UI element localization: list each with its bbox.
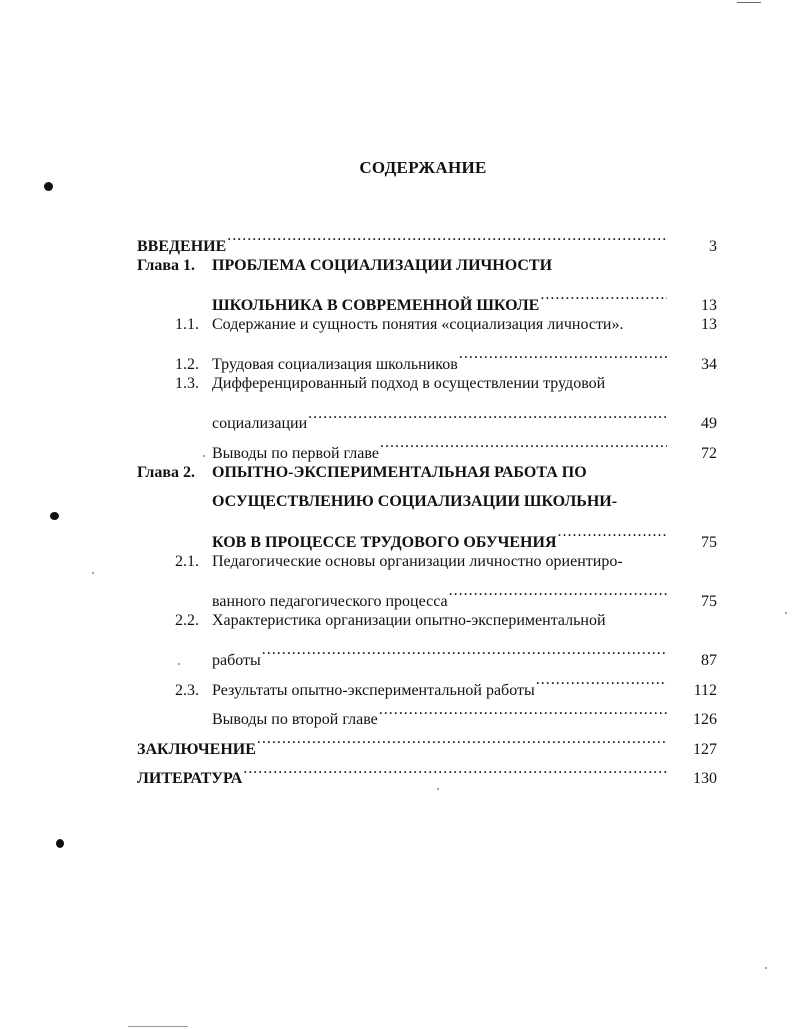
table-of-contents [137, 221, 717, 788]
chapter-number: Глава 2. [137, 463, 195, 481]
toc-section-2-1-cont[interactable] [137, 576, 717, 610]
chapter-number: Глава 1. [137, 256, 195, 274]
toc-page-number: 3 [709, 237, 717, 255]
section-number: 1.3. [175, 374, 199, 392]
dot-leader [536, 665, 667, 695]
scan-speck [437, 788, 439, 790]
scan-speck [765, 967, 767, 969]
section-title: социализации [212, 415, 308, 433]
chapter-title-line: ОПЫТНО-ЭКСПЕРИМЕНТАЛЬНАЯ РАБОТА ПО [212, 463, 587, 481]
toc-page-number: 13 [701, 296, 717, 314]
scan-edge-bottom [128, 1026, 188, 1027]
toc-section-1-3[interactable] [137, 369, 717, 399]
dot-leader [243, 754, 667, 784]
section-number: 2.2. [175, 611, 199, 629]
binder-hole-mark [56, 839, 64, 848]
scan-speck [785, 612, 787, 614]
toc-section-1-3-cont[interactable] [137, 399, 717, 433]
section-title: работы [212, 651, 261, 669]
page-title: СОДЕРЖАНИЕ [359, 158, 487, 177]
toc-chapter-1-heading-cont[interactable] [137, 280, 717, 314]
section-title: Характеристика организации опытно-экспериментальной [212, 611, 606, 629]
section-number: 2.3. [175, 681, 199, 699]
section-title: Содержание и сущность понятия «социализация личности». [212, 315, 624, 333]
toc-section-2-2-cont[interactable] [137, 635, 717, 669]
chapter-title-line: ПРОБЛЕМА СОЦИАЛИЗАЦИИ ЛИЧНОСТИ [212, 256, 553, 274]
toc-entry-label: ВВЕДЕНИЕ [137, 237, 227, 255]
dot-leader [262, 635, 667, 665]
toc-page-number: 112 [693, 681, 717, 699]
section-title: Дифференцированный подход в осуществлении трудовой [212, 374, 606, 392]
conclusion-title: Выводы по второй главе [212, 711, 378, 729]
section-title: ванного педагогического процесса [212, 592, 448, 610]
dot-leader [227, 221, 667, 251]
section-title: Педагогические основы организации личностно ориентиро- [212, 552, 623, 570]
toc-page-number: 126 [693, 711, 717, 729]
toc-section-2-1[interactable] [137, 547, 717, 577]
toc-section-2-2[interactable] [137, 606, 717, 636]
toc-entry-label: ЛИТЕРАТУРА [137, 770, 243, 788]
scan-edge-top [737, 2, 761, 3]
toc-chapter-1-heading[interactable] [137, 251, 717, 281]
chapter-title-line: ОСУЩЕСТВЛЕНИЮ СОЦИАЛИЗАЦИИ ШКОЛЬНИ- [212, 493, 618, 511]
toc-page-number: 75 [701, 533, 717, 551]
dot-leader [379, 695, 667, 725]
section-title: Результаты опытно-экспериментальной работы [212, 681, 535, 699]
section-number: 1.1. [175, 315, 199, 333]
toc-page-number: 75 [701, 592, 717, 610]
toc-section-1-1[interactable] [137, 310, 717, 340]
toc-page-number: 130 [693, 770, 717, 788]
toc-page-number: 127 [693, 740, 717, 758]
dot-leader [558, 517, 668, 547]
scan-speck [92, 572, 94, 574]
toc-chapter-2-heading-cont[interactable] [137, 487, 717, 517]
toc-entry-intro[interactable] [137, 221, 717, 255]
toc-page-number: 87 [701, 651, 717, 669]
dot-leader [459, 339, 667, 369]
conclusion-title: Выводы по первой главе [212, 444, 379, 462]
toc-entry-label: ЗАКЛЮЧЕНИЕ [137, 740, 256, 758]
dot-leader [308, 399, 667, 429]
toc-page-number: 13 [701, 315, 717, 333]
toc-page-number: 49 [701, 415, 717, 433]
dot-leader [540, 280, 667, 310]
section-number: 2.1. [175, 552, 199, 570]
toc-chapter-2-heading-cont[interactable] [137, 517, 717, 551]
section-number: 1.2. [175, 355, 199, 373]
chapter-title-line: ШКОЛЬНИКА В СОВРЕМЕННОЙ ШКОЛЕ [212, 296, 540, 314]
section-title: Трудовая социализация школьников [212, 355, 458, 373]
toc-page-number: 34 [701, 355, 717, 373]
dot-leader [380, 428, 667, 458]
dot-leader [257, 724, 667, 754]
binder-hole-mark [44, 182, 53, 191]
toc-page-number: 72 [701, 444, 717, 462]
toc-section-1-2[interactable] [137, 339, 717, 373]
binder-hole-mark [50, 512, 59, 520]
dot-leader [449, 576, 667, 606]
chapter-title-line: КОВ В ПРОЦЕССЕ ТРУДОВОГО ОБУЧЕНИЯ [212, 533, 557, 551]
toc-chapter-2-heading[interactable] [137, 458, 717, 488]
